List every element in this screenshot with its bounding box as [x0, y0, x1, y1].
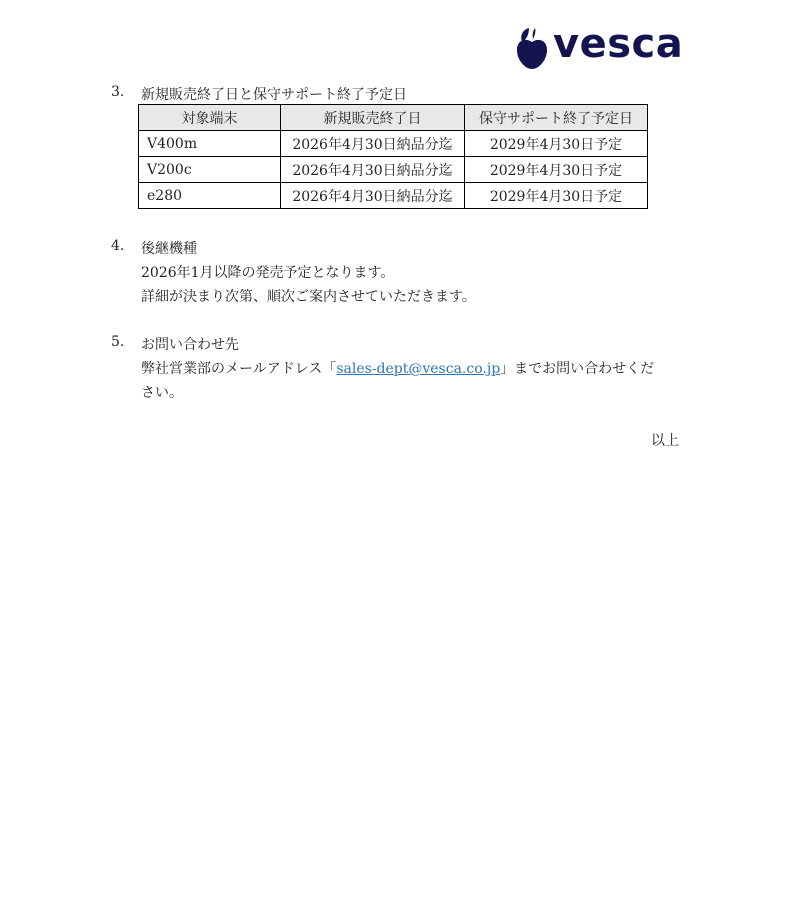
cell-sales-end: 2026年4月30日納品分迄: [281, 157, 465, 183]
cell-device: V400m: [139, 131, 281, 157]
apple-leaf-icon: [516, 26, 548, 70]
header-sales-end: 新規販売終了日: [281, 105, 465, 131]
cell-support-end: 2029年4月30日予定: [465, 183, 648, 209]
section4-line-1: 2026年1月以降の発売予定となります。: [141, 265, 395, 281]
contact-text-after: 」までお問い合わせくだ: [500, 361, 655, 377]
logo-wordmark: vesca: [553, 21, 684, 67]
vesca-logo: [516, 21, 684, 70]
schedule-table: [138, 104, 648, 209]
table-row: [139, 157, 648, 183]
cell-device: e280: [139, 183, 281, 209]
email-link[interactable]: sales-dept@vesca.co.jp: [336, 361, 501, 377]
cell-device: V200c: [139, 157, 281, 183]
section5-title: お問い合わせ先: [141, 337, 239, 353]
section4-line-2: 詳細が決まり次第、順次ご案内させていただきます。: [141, 289, 476, 305]
contact-paragraph-wrap: さい。: [141, 385, 183, 401]
section5-number: 5.: [111, 334, 125, 350]
table-header-row: [139, 105, 648, 131]
table-row: [139, 183, 648, 209]
table-row: [139, 131, 648, 157]
header-support-end: 保守サポート終了予定日: [465, 105, 648, 131]
header-device: 対象端末: [139, 105, 281, 131]
contact-paragraph: [141, 358, 654, 378]
cell-support-end: 2029年4月30日予定: [465, 157, 648, 183]
section4-number: 4.: [111, 238, 125, 254]
cell-sales-end: 2026年4月30日納品分迄: [281, 183, 465, 209]
closing-mark: 以上: [651, 433, 679, 449]
section3-number: 3.: [111, 84, 125, 100]
section3-title: 新規販売終了日と保守サポート終了予定日: [141, 87, 407, 103]
cell-support-end: 2029年4月30日予定: [465, 131, 648, 157]
contact-text-before: 弊社営業部のメールアドレス「: [141, 361, 337, 377]
section4-title: 後継機種: [141, 241, 197, 257]
cell-sales-end: 2026年4月30日納品分迄: [281, 131, 465, 157]
